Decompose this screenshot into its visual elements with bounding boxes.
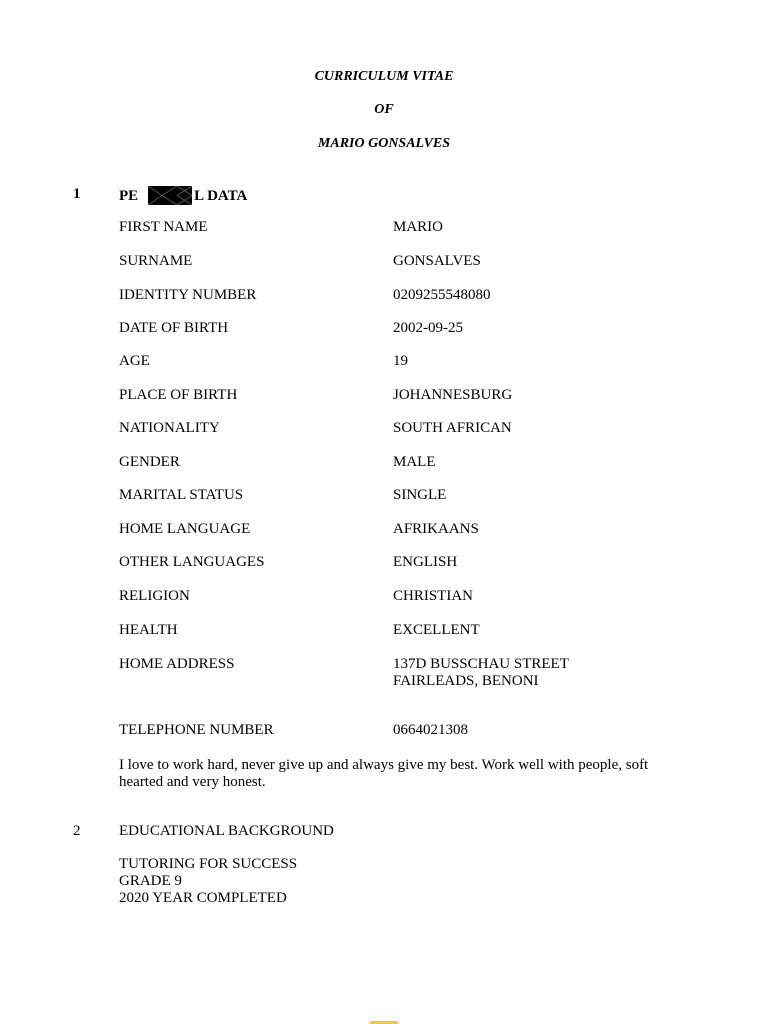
education-line: 2020 YEAR COMPLETED <box>119 890 287 906</box>
document-title: CURRICULUM VITAE <box>314 69 454 84</box>
field-label: HOME ADDRESS <box>119 656 235 672</box>
field-value: MALE <box>393 454 436 470</box>
field-label: PLACE OF BIRTH <box>119 387 238 403</box>
field-label: MARITAL STATUS <box>119 487 244 503</box>
redaction-mark <box>148 186 192 205</box>
field-value: 2002-09-25 <box>393 320 463 336</box>
field-label: IDENTITY NUMBER <box>119 287 257 303</box>
section-2-heading: EDUCATIONAL BACKGROUND <box>119 823 334 839</box>
education-line: GRADE 9 <box>119 873 182 889</box>
field-label: GENDER <box>119 454 180 470</box>
title-of: OF <box>374 102 394 117</box>
education-line: TUTORING FOR SUCCESS <box>119 856 298 872</box>
field-label: HEALTH <box>119 622 178 638</box>
field-value: 0664021308 <box>393 722 468 738</box>
field-value: AFRIKAANS <box>393 521 479 537</box>
field-label: DATE OF BIRTH <box>119 320 229 336</box>
education-details <box>119 856 297 907</box>
field-value: JOHANNESBURG <box>393 387 513 403</box>
field-label: NATIONALITY <box>119 420 220 436</box>
field-label: AGE <box>119 353 150 369</box>
section-1-heading <box>119 186 247 205</box>
field-value: GONSALVES <box>393 253 481 269</box>
personal-summary: I love to work hard, never give up and always give my best. Work well with people, soft hearted and very honest. <box>119 757 649 790</box>
field-value: SOUTH AFRICAN <box>393 420 512 436</box>
field-label: OTHER LANGUAGES <box>119 554 265 570</box>
field-label: TELEPHONE NUMBER <box>119 722 274 738</box>
section-1-heading-end: L DATA <box>194 188 248 204</box>
section-1-number: 1 <box>73 186 81 202</box>
field-label: RELIGION <box>119 588 190 604</box>
field-value: SINGLE <box>393 487 447 503</box>
section-2-number: 2 <box>73 823 81 839</box>
field-label: HOME LANGUAGE <box>119 521 251 537</box>
field-value: CHRISTIAN <box>393 588 474 604</box>
field-value: ENGLISH <box>393 554 458 570</box>
field-label: SURNAME <box>119 253 193 269</box>
field-value: 19 <box>393 353 408 369</box>
field-value: MARIO <box>393 219 444 235</box>
candidate-name: MARIO GONSALVES <box>317 136 451 151</box>
field-value: 137D BUSSCHAU STREET FAIRLEADS, BENONI <box>393 656 569 689</box>
section-1-heading-start: PE <box>119 188 139 204</box>
field-value: 0209255548080 <box>393 287 491 303</box>
field-label: FIRST NAME <box>119 219 208 235</box>
field-value: EXCELLENT <box>393 622 480 638</box>
